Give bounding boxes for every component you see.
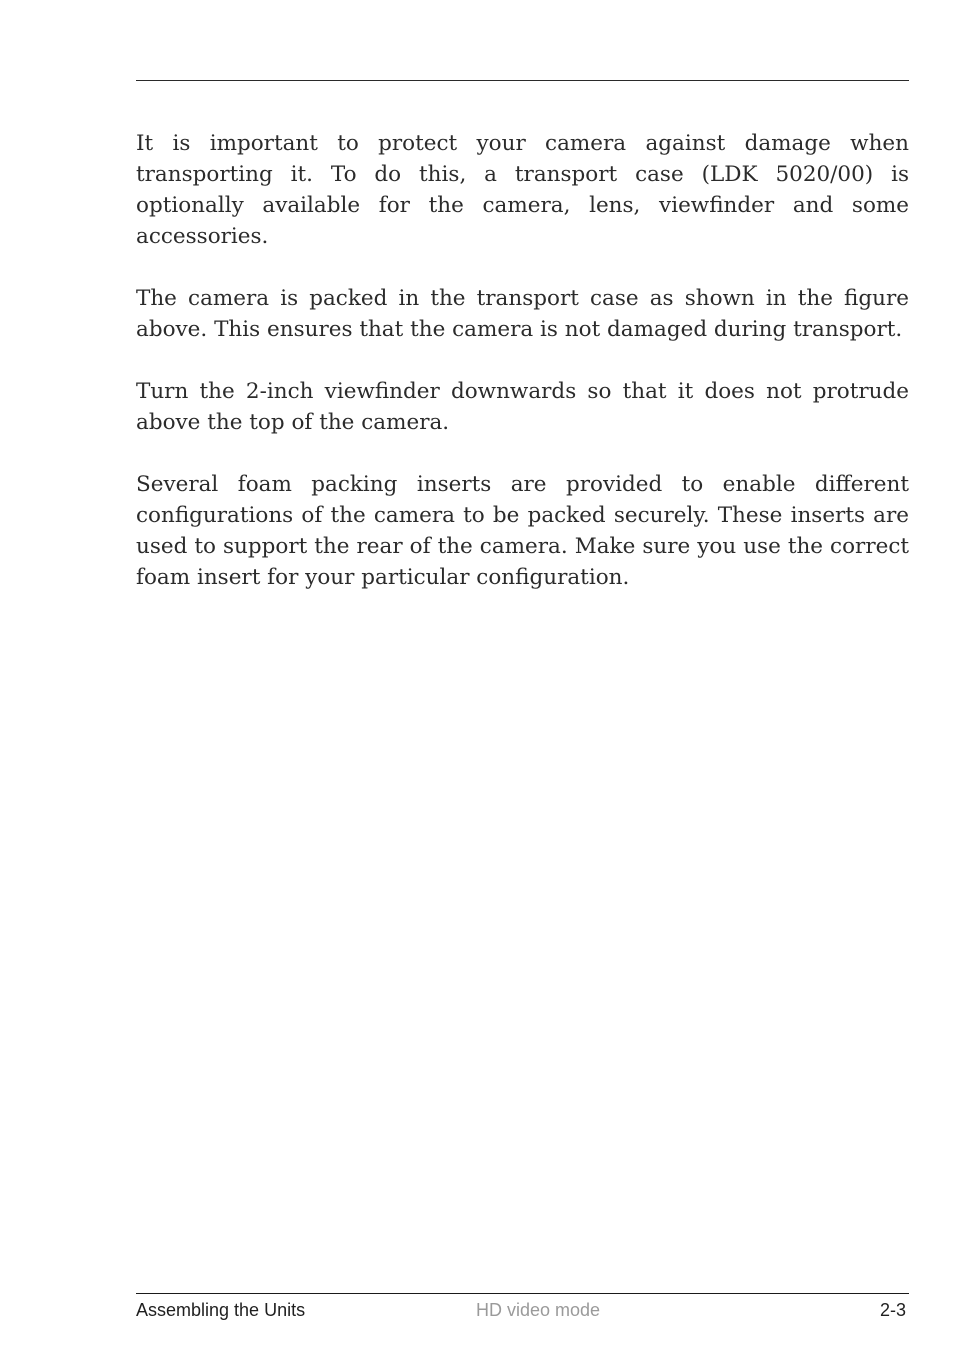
paragraph-foam-inserts: Several foam packing inserts are provided to enable different configurations of the camera to be packed securely. These inserts are used to support the rear of the camera. Make sure you use the correct foam insert for your particular configuration.	[136, 472, 909, 590]
paragraph-viewfinder: Turn the 2-inch viewfinder downwards so that it does not protrude above the top of the camera.	[136, 379, 909, 435]
paragraph-packing: The camera is packed in the transport case as shown in the figure above. This ensures that the camera is not damaged during transport.	[136, 286, 909, 342]
footer-page-number: 2-3	[879, 1300, 906, 1320]
footer-mode-label: HD video mode	[476, 1300, 601, 1320]
header-rule	[136, 80, 909, 81]
footer-section-title: Assembling the Units	[136, 1300, 306, 1320]
footer-rule	[136, 1293, 909, 1294]
paragraph-transport-case: It is important to protect your camera against damage when transporting it. To do this, a transport case (LDK 5020/00) is optionally available for the camera, lens, viewfinder and some accessories.	[136, 131, 909, 249]
page-body	[136, 128, 909, 624]
page-footer	[136, 1299, 906, 1323]
